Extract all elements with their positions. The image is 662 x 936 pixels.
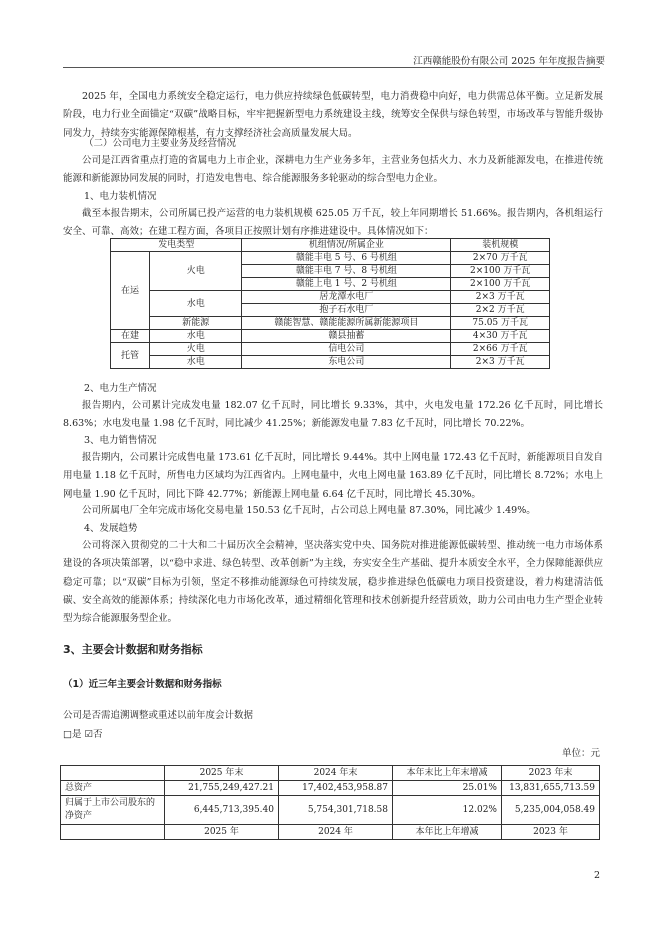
scale-cell: 2×2 万千瓦 [451, 304, 550, 317]
table-row [111, 252, 550, 265]
section3-title: 3、主要会计数据和财务指标 [63, 643, 203, 656]
header-cell: 2025 年末 [165, 766, 279, 781]
header-divider [63, 67, 600, 68]
unit-cell: 赣县抽蓄 [242, 330, 451, 343]
scale-cell: 2×3 万千瓦 [451, 356, 550, 369]
unit-cell: 居龙潭水电厂 [242, 291, 451, 304]
type-cell: 水电 [150, 291, 242, 317]
unit-cell: 赣能丰电 5 号、6 号机组 [242, 252, 451, 265]
row-label: 总资产 [61, 781, 165, 796]
trend-paragraph: 公司将深入贯彻党的二十大和二十届历次全会精神，坚决落实党中央、国务院对推进能源低碳转型、推动统一电力市场体系建设的各项决策部署，以“稳中求进、绿色转型、改革创新”为主线，夯实安全生产基础、提升本质安全水平，全力保障能源供应稳定可靠；以“双碳”目标为引领，坚定不移推动能源绿色可持续发展，稳步推进绿色低碳电力项目投资建设，着力构建清洁低碳、安全高效的能源体系；持续深化电力市场化改革，通过精细化管理和技术创新提升经营质效，助力公司由电力生产型企业转型为综合能源服务型企业。 [63, 540, 603, 625]
table-row [111, 343, 550, 356]
change-cell: 25.01% [393, 781, 502, 796]
unit-cell: 赣能智慧、赣能能源所属新能源项目 [242, 317, 451, 330]
scale-cell: 4×30 万千瓦 [451, 330, 550, 343]
status-cell: 在运 [111, 252, 150, 330]
finance-table-footer [61, 825, 600, 840]
header-cell [61, 825, 165, 840]
page-number: 2 [593, 870, 600, 881]
sales-paragraph: 报告期内，公司累计完成售电量 173.61 亿千瓦时，同比增长 9.44%。其中上网电量 172.43 亿千瓦时，新能源项目自发自用电量 1.18 亿千瓦时，所售电力区域均为江西省内。上网电量中，火电上网电量 163.89 亿千瓦时，同比增长 8.72%；水电上网电量 1.90 亿千瓦时，同比下降 42.77%；新能源上网电量 6.64 亿千瓦时，同比增长 45.30%。 [63, 452, 603, 500]
header-cell: 本年比上年增减 [393, 825, 502, 840]
scale-cell: 75.05 万千瓦 [451, 317, 550, 330]
production-heading: 2、电力生产情况 [84, 383, 157, 394]
table-row [61, 781, 600, 796]
table-row [111, 291, 550, 304]
row-label: 归属于上市公司股东的净资产 [61, 796, 165, 825]
header-cell: 2025 年 [165, 825, 279, 840]
unit-cell: 赣能丰电 7 号、8 号机组 [242, 265, 451, 278]
header-cell: 本年末比上年末增减 [393, 766, 502, 781]
capacity-heading: 1、电力装机情况 [84, 191, 157, 202]
header-cell: 机组情况/所属企业 [242, 239, 451, 252]
header-cell: 2024 年 [279, 825, 393, 840]
scale-cell: 2×66 万千瓦 [451, 343, 550, 356]
type-cell: 新能源 [150, 317, 242, 330]
finance-table [60, 765, 600, 840]
unit-cell: 东电公司 [242, 356, 451, 369]
header-cell: 2023 年末 [502, 766, 600, 781]
finance-table-header [61, 766, 600, 781]
header-cell: 装机规模 [451, 239, 550, 252]
report-header-title: 江西赣能股份有限公司 2025 年年度报告摘要 [413, 56, 605, 67]
unit-cell: 信电公司 [242, 343, 451, 356]
type-cell: 火电 [150, 252, 242, 291]
table-row [111, 317, 550, 330]
change-cell: 12.02% [393, 796, 502, 825]
value-cell: 17,402,453,958.87 [279, 781, 393, 796]
value-cell: 21,755,249,427.21 [165, 781, 279, 796]
status-cell: 托管 [111, 343, 150, 369]
type-cell: 火电 [150, 343, 242, 356]
capacity-table [110, 238, 550, 369]
company-paragraph: 公司是江西省重点打造的省属电力上市企业，深耕电力生产业务多年，主营业务包括火力、水力及新能源发电，在推进传统能源和新能源协同发展的同时，打造发电售电、综合能源服务多轮驱动的综合型电力企业。 [63, 155, 603, 185]
type-cell: 水电 [150, 356, 242, 369]
unit-cell: 赣能上电 1 号、2 号机组 [242, 278, 451, 291]
scale-cell: 2×70 万千瓦 [451, 252, 550, 265]
header-cell: 2024 年末 [279, 766, 393, 781]
section2-heading: （二）公司电力主要业务及经营情况 [84, 138, 237, 149]
table-row [61, 796, 600, 825]
table-row [111, 330, 550, 343]
value-cell: 5,754,301,718.58 [279, 796, 393, 825]
scale-cell: 2×3 万千瓦 [451, 291, 550, 304]
header-cell [61, 766, 165, 781]
header-cell: 发电类型 [111, 239, 242, 252]
status-cell: 在建 [111, 330, 150, 343]
trend-heading: 4、发展趋势 [84, 523, 138, 534]
subsection-title: （1）近三年主要会计数据和财务指标 [63, 679, 222, 690]
unit-label: 单位：元 [561, 748, 600, 759]
capacity-paragraph: 截至本报告期末，公司所属已投产运营的电力装机规模 625.05 万千瓦，较上年同期增长 51.66%。报告期内，各机组运行安全、可靠、高效；在建工程方面，各项目正按照计划有序推进建设中。具体情况如下： [63, 208, 603, 238]
value-cell: 5,235,004,058.49 [502, 796, 600, 825]
value-cell: 13,831,655,713.59 [502, 781, 600, 796]
value-cell: 6,445,713,395.40 [165, 796, 279, 825]
market-paragraph: 公司所属电厂全年完成市场化交易电量 150.53 亿千瓦时，占公司总上网电量 87.30%，同比减少 1.49%。 [82, 505, 536, 516]
table-row [111, 356, 550, 369]
type-cell: 水电 [150, 330, 242, 343]
header-cell: 2023 年 [502, 825, 600, 840]
scale-cell: 2×100 万千瓦 [451, 265, 550, 278]
intro-paragraph: 2025 年，全国电力系统安全稳定运行，电力供应持续绿色低碳转型，电力消费稳中向好，电力供需总体平衡。立足新发展阶段，电力行业全面锚定“双碳”战略目标，牢牢把握新型电力系统建设主线，统筹安全保供与绿色转型，市场改革与智能升级协同发力，持续夯实能源保障根基，有力支撑经济社会高质量发展大局。 [63, 91, 603, 139]
scale-cell: 2×100 万千瓦 [451, 278, 550, 291]
unit-cell: 抱子石水电厂 [242, 304, 451, 317]
restate-question: 公司是否需追溯调整或重述以前年度会计数据 [63, 710, 254, 721]
production-paragraph: 报告期内，公司累计完成发电量 182.07 亿千瓦时，同比增长 9.33%，其中，火电发电量 172.26 亿千瓦时，同比增长 8.63%；水电发电量 1.98 亿千瓦时，同比减少 41.25%；新能源发电量 7.83 亿千瓦时，同比增长 70.22%。 [63, 400, 603, 430]
capacity-table-header [111, 239, 550, 252]
restate-answer: □是 ☑否 [63, 729, 103, 740]
sales-heading: 3、电力销售情况 [84, 435, 157, 446]
